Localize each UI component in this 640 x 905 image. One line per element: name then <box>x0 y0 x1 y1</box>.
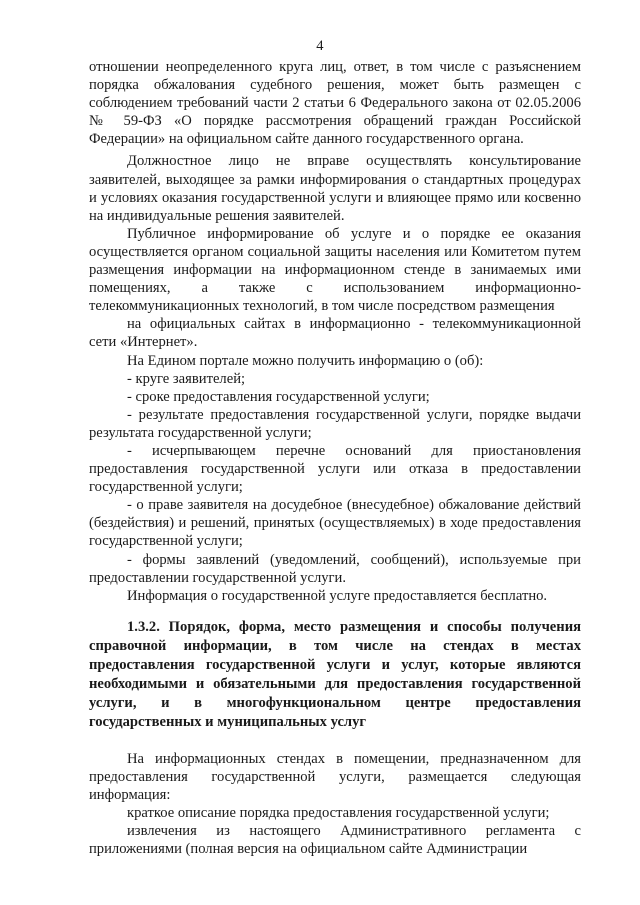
list-item: - сроке предоставления государственной услуги; <box>127 388 430 405</box>
paragraph-official-restriction: Должностное лицо не вправе осуществлять консультирование заявителей, выходящее за рамки информирования о стандартных процедурах и условиях оказания государственной услуги и влияющее прямо или косвенно на индивидуальные решения заявителей. <box>89 153 581 224</box>
spacer <box>89 741 581 750</box>
paragraph-unified-portal: На Едином портале можно получить информацию о (об): <box>127 352 484 369</box>
page-number: 4 <box>316 38 324 54</box>
paragraph-information-stands: На информационных стендах в помещении, предназначенном для предоставления государственной услуги, размещается следующая информация: <box>89 750 581 803</box>
paragraph-public-informing: Публичное информирование об услуге и о порядке ее оказания осуществляется органом социальной защиты населения или Комитетом путем размещения информации на информационном стенде в занимаемых ими помещениях, а также с использованием информационно-телекоммуникационных технологий, в том числе посредством размещения <box>89 225 581 315</box>
list-item: - результате предоставления государственной услуги, порядке выдачи результата государственной услуги; <box>89 406 581 441</box>
list-item: - формы заявлений (уведомлений, сообщений), используемые при предоставлении государственной услуги. <box>89 551 581 586</box>
paragraph-free-of-charge: Информация о государственной услуге предоставляется бесплатно. <box>127 587 548 604</box>
paragraph-official-sites: на официальных сайтах в информационно - телекоммуникационной сети «Интернет». <box>89 316 581 351</box>
document-body <box>89 58 581 858</box>
spacer <box>89 732 581 741</box>
list-item: - круге заявителей; <box>127 370 246 387</box>
list-item: краткое описание порядка предоставления государственной услуги; <box>127 805 550 822</box>
list-item: извлечения из настоящего Административного регламента с приложениями (полная версия на официальном сайте Администрации <box>89 823 581 858</box>
paragraph-continuation: отношении неопределенного круга лиц, ответ, в том числе с разъяснением порядка обжалования судебного решения, может быть размещен с соблюдением требований части 2 статьи 6 Федерального закона от 02.05.2006 № 59-ФЗ «О порядке рассмотрения обращений граждан Российской Федерации» на официальном сайте данного государственного органа. <box>89 59 581 148</box>
list-item: - исчерпывающем перечне оснований для приостановления предоставления государственной услуги или отказа в предоставлении государственной услуги; <box>89 442 581 496</box>
section-heading: 1.3.2. Порядок, форма, место размещения и способы получения справочной информации, в том числе на стендах в местах предоставления государственной услуги и услуг, которые являются необходимыми и обязательными для предоставления государственной услуги, и в многофункциональном центре предоставления государственных и муниципальных услуг <box>89 618 581 730</box>
spacer <box>89 605 581 614</box>
list-item: - о праве заявителя на досудебное (внесудебное) обжалование действий (бездействия) и решений, принятых (осуществляемых) в ходе предоставления государственной услуги; <box>89 497 581 550</box>
